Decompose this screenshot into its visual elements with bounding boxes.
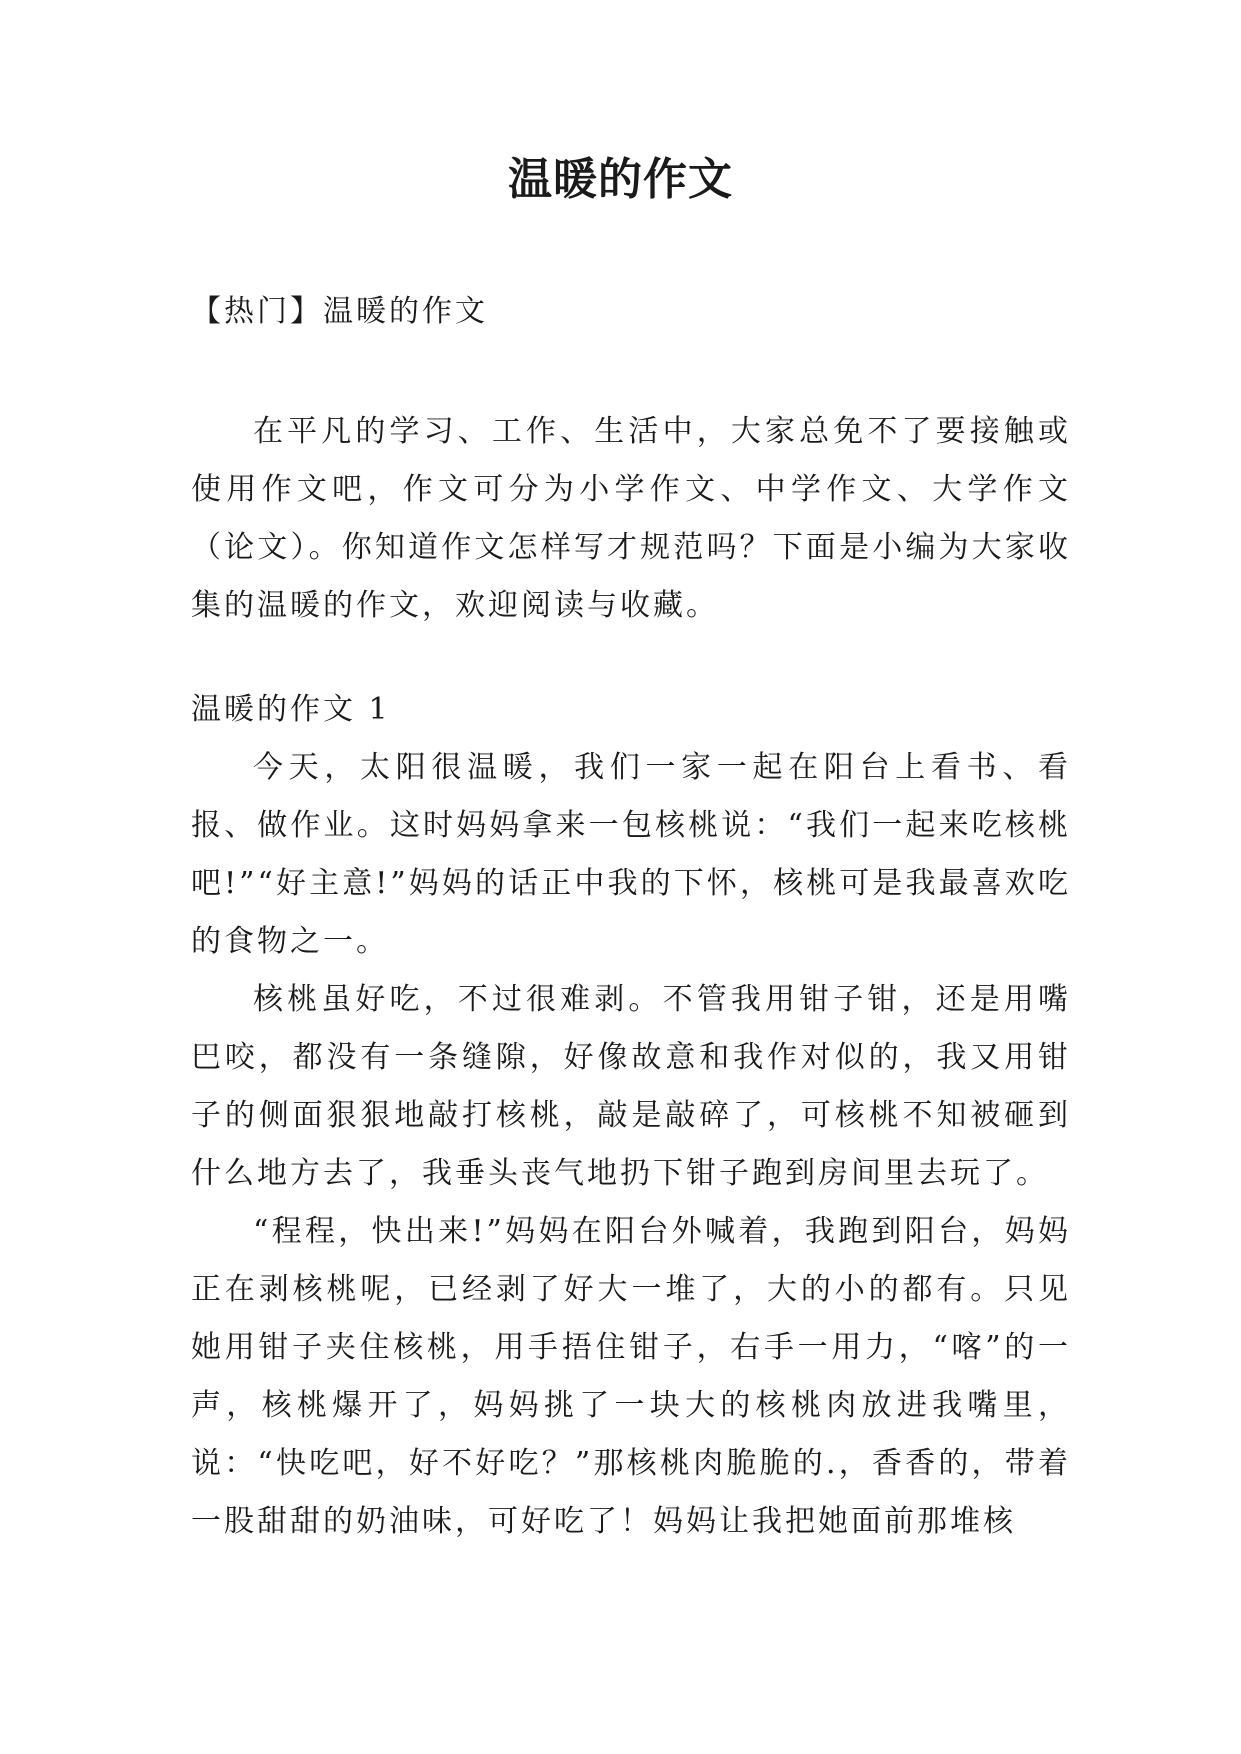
intro-paragraph: 在平凡的学习、工作、生活中，大家总免不了要接触或使用作文吧，作文可分为小学作文、中学作文、大学作文（论文）。你知道作文怎样写才规范吗？下面是小编为大家收集的温暖的作文，欢迎阅读与收藏。	[191, 414, 1071, 623]
section-heading: 温暖的作文 1	[191, 692, 391, 727]
document-subtitle: 【热门】温暖的作文	[191, 294, 488, 329]
document-body	[191, 283, 1071, 1551]
body-paragraph: 今天，太阳很温暖，我们一家一起在阳台上看书、看报、做作业。这时妈妈拿来一包核桃说：“我们一起来吃核桃吧!”“好主意!”妈妈的话正中我的下怀，核桃可是我最喜欢吃的食物之一。	[191, 750, 1071, 959]
spacer	[191, 635, 1071, 681]
spacer	[191, 341, 1071, 403]
document-title: 温暖的作文	[508, 154, 733, 205]
body-paragraph: “程程，快出来!”妈妈在阳台外喊着，我跑到阳台，妈妈正在剥核桃呢，已经剥了好大一堆了，大的小的都有。只见她用钳子夹住核桃，用手捂住钳子，右手一用力，“喀”的一声，核桃爆开了，妈妈挑了一块大的核桃肉放进我嘴里，说：“快吃吧，好不好吃？”那核桃肉脆脆的.，香香的，带着一股甜甜的奶油味，可好吃了！妈妈让我把她面前那堆核	[191, 1214, 1071, 1539]
body-paragraph: 核桃虽好吃，不过很难剥。不管我用钳子钳，还是用嘴巴咬，都没有一条缝隙，好像故意和我作对似的，我又用钳子的侧面狠狠地敲打核桃，敲是敲碎了，可核桃不知被砸到什么地方去了，我垂头丧气地扔下钳子跑到房间里去玩了。	[191, 982, 1071, 1191]
